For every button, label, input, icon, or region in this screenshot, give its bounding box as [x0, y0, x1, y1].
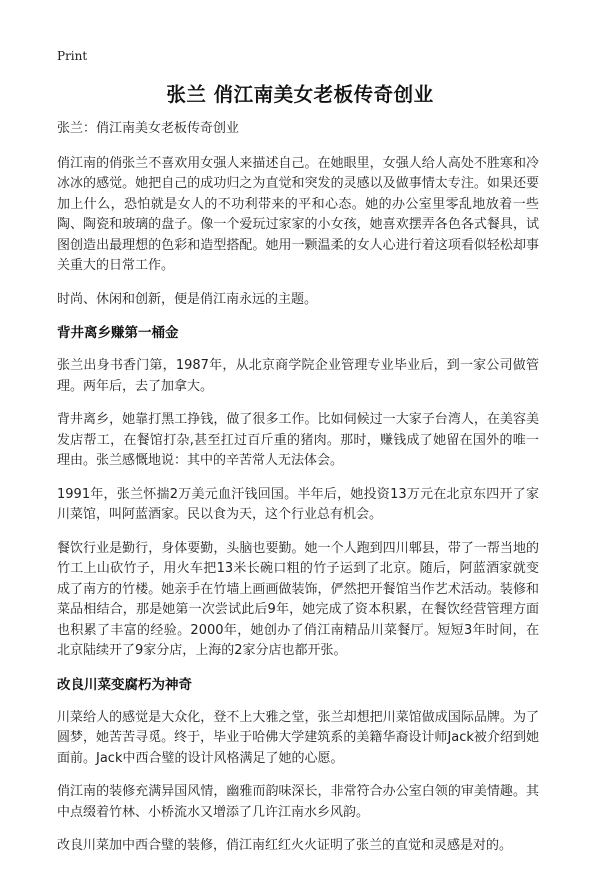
section-paragraph: 改良川菜加中西合璧的装修，俏江南红红火火证明了张兰的直觉和灵感是对的。 — [57, 838, 513, 853]
article-subtitle: 张兰：俏江南美女老板传奇创业 — [57, 121, 240, 136]
section-paragraph: 背井离乡，她靠打黑工挣钱，做了很多工作。比如伺候过一大家子台湾人，在美容美发店帮工，在餐馆打杂,甚至扛过百斤重的猪肉。那时，赚钱成了她留在国外的唯一理由。张兰感慨地说：其中的辛苦常人无法体会。 — [57, 412, 539, 468]
section-paragraph: 川菜给人的感觉是大众化，登不上大雅之堂，张兰却想把川菜馆做成国际品牌。为了圆梦，她苦苦寻觅。终于，毕业于哈佛大学建筑系的美籍华裔设计师Jack被介绍到她面前。Jack中西合璧的设计风格满足了她的心愿。 — [57, 709, 539, 766]
section-heading: 背井离乡赚第一桶金 — [57, 325, 179, 341]
section-paragraph: 1991年，张兰怀揣2万美元血汗钱回国。半年后，她投资13万元在北京东四开了家川菜馆，叫阿蓝酒家。民以食为天，这个行业总有机会。 — [57, 486, 539, 522]
intro-paragraph: 时尚、休闲和创新，便是俏江南永远的主题。 — [57, 291, 318, 307]
section-heading: 改良川菜变腐朽为神奇 — [57, 676, 192, 693]
section-paragraph: 俏江南的装修充满异国风情，幽雅而韵味深长，非常符合办公室白领的审美情趣。其中点缀着竹林、小桥流水又增添了几许江南水乡风韵。 — [57, 784, 539, 820]
article-body — [57, 119, 539, 870]
intro-paragraph: 俏江南的俏张兰不喜欢用女强人来描述自己。在她眼里，女强人给人高处不胜寒和冷冰冰的感觉。她把自己的成功归之为直觉和突发的灵感以及做事情太专注。如果还要加上什么，恐怕就是女人的不功利带来的平和心态。她的办公室里零乱地放着一些陶、陶瓷和玻璃的盘子。像一个爱玩过家家的小女孩，她喜欢摆弄各色各式餐具，试图创造出最理想的色彩和造型搭配。她用一颗温柔的女人心进行着这项看似轻松却事关重大的日常工作。 — [57, 155, 539, 273]
section-paragraph: 张兰出身书香门第，1987年，从北京商学院企业管理专业毕业后，到一家公司做管理。两年后，去了加拿大。 — [57, 358, 539, 394]
page-title: 张兰 俏江南美女老板传奇创业 — [166, 83, 434, 106]
section-paragraph: 餐饮行业是勤行，身体要勤，头脑也要勤。她一个人跑到四川郫县，带了一帮当地的竹工上山砍竹子，用火车把13米长碗口粗的竹子运到了北京。随后，阿蓝酒家就变成了南方的竹楼。她亲手在竹墙上画画做装饰，俨然把开餐馆当作艺术活动。装修和菜品相结合，那是她第一次尝试此后9年，她完成了资本积累，在餐饮经营管理方面也积累了丰富的经验。2000年，她创办了俏江南精品川菜餐厅。短短3年时间，在北京陆续开了9家分店，上海的2家分店也都开张。 — [57, 540, 539, 658]
print-link[interactable]: Print — [57, 49, 88, 63]
